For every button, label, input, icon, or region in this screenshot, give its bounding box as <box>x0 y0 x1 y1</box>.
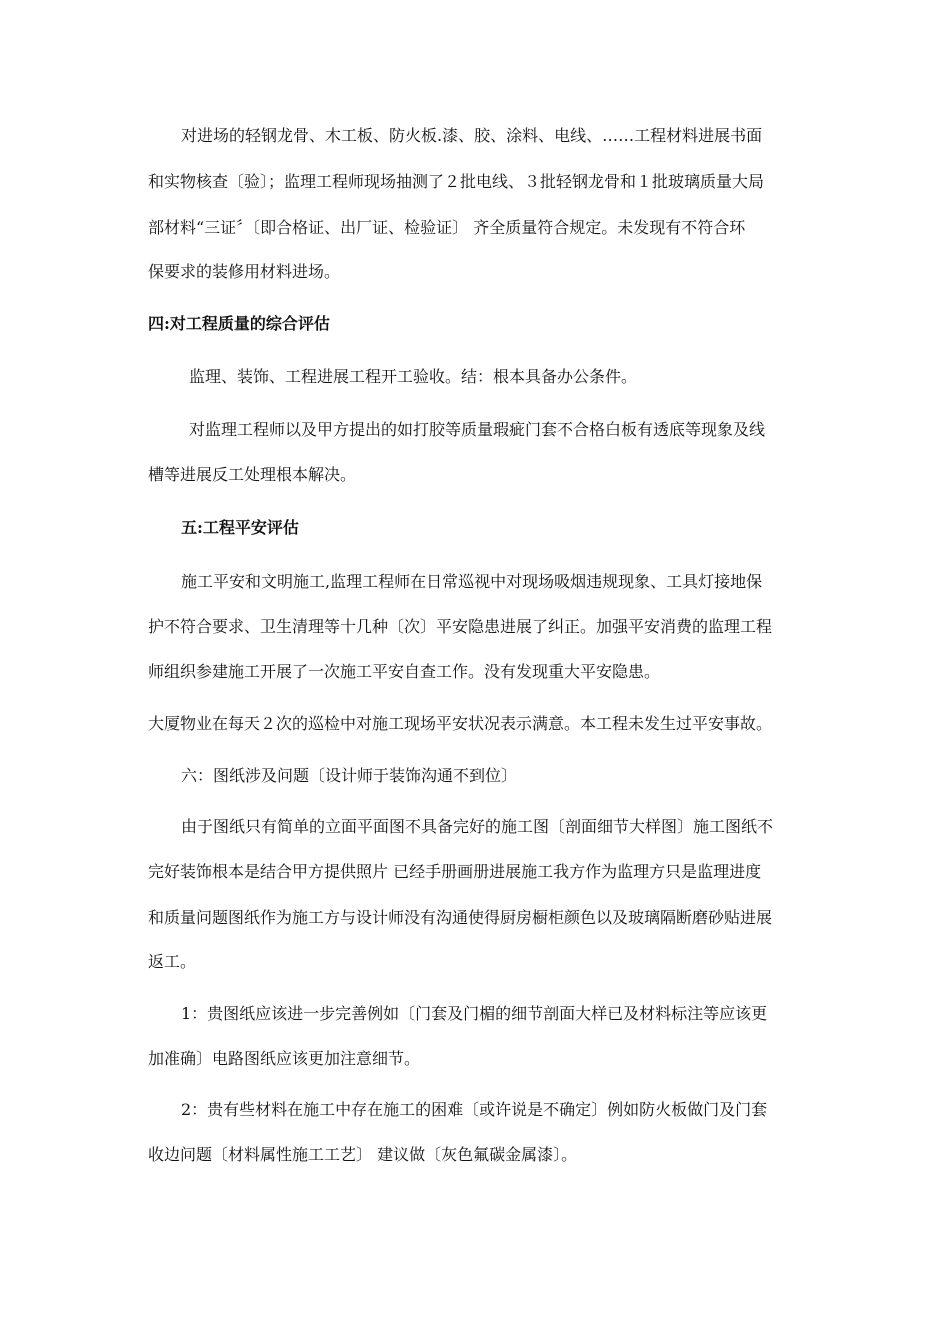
paragraph-2-line-1: 监理、装饰、工程进展工程开工验收。结：根本具备办公条件。 <box>189 367 638 386</box>
section-heading-6: 六：图纸涉及问题〔设计师于装饰沟通不到位〕 <box>181 766 518 785</box>
paragraph-1-line-3: 部材料“三证〞〔即合格证、出厂证、检验证〕 齐全质量符合规定。未发现有不符合环 <box>148 218 746 237</box>
paragraph-4-line-1: 施工平安和文明施工,监理工程师在日常巡视中对现场吸烟违规现象、工具灯接地保 <box>181 572 763 591</box>
paragraph-6-line-3: 和质量问题图纸作为施工方与设计师没有沟通使得厨房橱柜颜色以及玻璃隔断磨砂贴进展 <box>148 908 773 927</box>
paragraph-6-line-2: 完好装饰根本是结合甲方提供照片 已经手册画册进展施工我方作为监理方只是监理进度 <box>148 862 762 881</box>
paragraph-1-line-4: 保要求的装修用材料进场。 <box>148 262 341 281</box>
paragraph-6-line-1: 由于图纸只有简单的立面平面图不具备完好的施工图〔剖面细节大样图〕施工图纸不 <box>181 817 774 836</box>
paragraph-3-line-1: 对监理工程师以及甲方提出的如打胶等质量瑕疵门套不合格白板有透底等现象及线 <box>189 420 766 439</box>
section-heading-5: 五:工程平安评估 <box>181 518 299 537</box>
paragraph-3-line-2: 槽等进展反工处理根本解决。 <box>148 465 357 484</box>
list-item-2-line-1: 2：贵有些材料在施工中存在施工的困难〔或许说是不确定〕例如防火板做门及门套 <box>181 1100 768 1119</box>
paragraph-1-line-2: 和实物核查〔验〕；监理工程师现场抽测了２批电线、３批轻钢龙骨和１批玻璃质量大局 <box>148 172 765 191</box>
paragraph-5-line-1: 大厦物业在每天２次的巡检中对施工现场平安状况表示满意。本工程未发生过平安事故。 <box>148 714 773 733</box>
paragraph-4-line-3: 师组织参建施工开展了一次施工平安自查工作。没有发现重大平安隐患。 <box>148 662 661 681</box>
section-heading-4: 四:对工程质量的综合评估 <box>148 314 330 333</box>
list-item-1-line-2: 加准确〕电路图纸应该更加注意细节。 <box>148 1049 421 1068</box>
paragraph-6-line-4: 返工。 <box>148 952 197 971</box>
paragraph-1-line-1: 对进场的轻钢龙骨、木工板、防火板.漆、胶、涂料、电线、……工程材料进展书面 <box>181 126 763 145</box>
paragraph-4-line-2: 护不符合要求、卫生清理等十几种〔次〕平安隐患进展了纠正。加强平安消费的监理工程 <box>148 617 773 636</box>
list-item-1-line-1: 1：贵图纸应该进一步完善例如〔门套及门楣的细节剖面大样已及材料标注等应该更 <box>181 1004 768 1023</box>
list-item-2-line-2: 收边问题〔材料属性施工工艺〕 建议做〔灰色氟碳金属漆〕。 <box>148 1145 578 1164</box>
